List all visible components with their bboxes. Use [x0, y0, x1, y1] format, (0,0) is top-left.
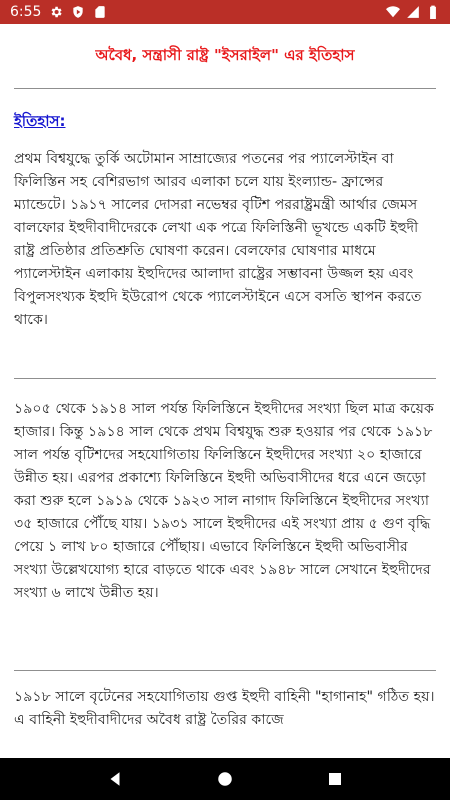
page-title: অবৈধ, সন্ত্রাসী রাষ্ট্র "ইসরাইল" এর ইতিহাস — [95, 46, 355, 64]
shield-play-icon — [71, 5, 85, 19]
status-time: 6:55 — [10, 4, 42, 20]
divider — [14, 378, 436, 379]
status-bar — [0, 0, 450, 24]
recents-icon[interactable] — [323, 767, 347, 791]
article-content[interactable] — [0, 24, 450, 758]
navigation-bar — [0, 758, 450, 800]
gear-icon — [49, 5, 63, 19]
status-left — [10, 4, 107, 20]
status-right — [386, 5, 440, 19]
paragraph-1: প্রথম বিশ্বযুদ্ধে তুর্কি অটোমান সাম্রাজ্যের পতনের পর প্যালেস্টাইন বা ফিলিস্তিন সহ বেশিরভাগ আরব এলাকা চলে যায় ইংল্যান্ড- ফ্রান্সের ম্যান্ডেটে। ১৯১৭ সালের দোসরা নভেম্বর বৃটিশ পররাষ্ট্রমন্ত্রী আর্থার জেমস বালফোর ইহুদীবাদীদেরকে লেখা এক পত্রে ফিলিস্তিনী ভূখন্ডে একটি ইহুদী রাষ্ট্র প্রতিষ্ঠার প্রতিশ্রুতি ঘোষণা করেন। বেলফোর ঘোষণার মাধমে প্যালেস্টাইন এলাকায় ইহুদিদের আলাদা রাষ্ট্রের সম্ভাবনা উজ্জল হয় এবং বিপুলসংখ্যক ইহুদি ইউরোপ থেকে প্যালেস্টাইনে এসে বসতি স্থাপন করতে থাকে। — [14, 151, 422, 328]
paragraph-2: ১৯০৫ থেকে ১৯১৪ সাল পর্যন্ত ফিলিস্তিনে ইহুদীদের সংখ্যা ছিল মাত্র কয়েক হাজার। কিন্তু ১৯১৪ সাল থেকে প্রথম বিশ্বযুদ্ধ শুরু হওয়ার পর থেকে ১৯১৮ সাল পর্যন্ত বৃটিশদের সহযোগিতায় ফিলিস্তিনে ইহুদীদের সংখ্যা ২০ হাজারে উন্নীত হয়। এরপর প্রকাশ্যে ফিলিস্তিনে ইহুদী অভিবাসীদের ধরে এনে জড়ো করা শুরু হলে ১৯১৯ থেকে ১৯২৩ সাল নাগাদ ফিলিস্তিনে ইহুদীদের সংখ্যা ৩৫ হাজারে পৌঁছে যায়। ১৯৩১ সালে ইহুদীদের এই সংখ্যা প্রায় ৫ গুণ বৃদ্ধি পেয়ে ১ লাখ ৮০ হাজারে পৌঁছায়। এভাবে ফিলিস্তিনে ইহুদী অভিবাসীর সংখ্যা উল্লেখযোগ্য হারে বাড়তে থাকে এবং ১৯৪৮ সালে সেখানে ইহুদীদের সংখ্যা ৬ লাখে উন্নীত হয়। — [14, 401, 434, 601]
divider — [14, 88, 436, 89]
cellular-icon — [406, 5, 420, 19]
home-icon[interactable] — [213, 767, 237, 791]
wifi-icon — [386, 5, 400, 19]
battery-icon — [426, 5, 440, 19]
paragraph-3: ১৯১৮ সালে বৃটেনের সহযোগিতায় গুপ্ত ইহুদী বাহিনী "হাগানাহ" গঠিত হয়। এ বাহিনী ইহুদীবাদীদের অবৈধ রাষ্ট্র তৈরির কাজে — [14, 689, 435, 728]
divider — [14, 670, 436, 671]
back-icon[interactable] — [103, 767, 127, 791]
sd-card-icon — [93, 5, 107, 19]
section-heading: ইতিহাস: — [14, 112, 66, 130]
